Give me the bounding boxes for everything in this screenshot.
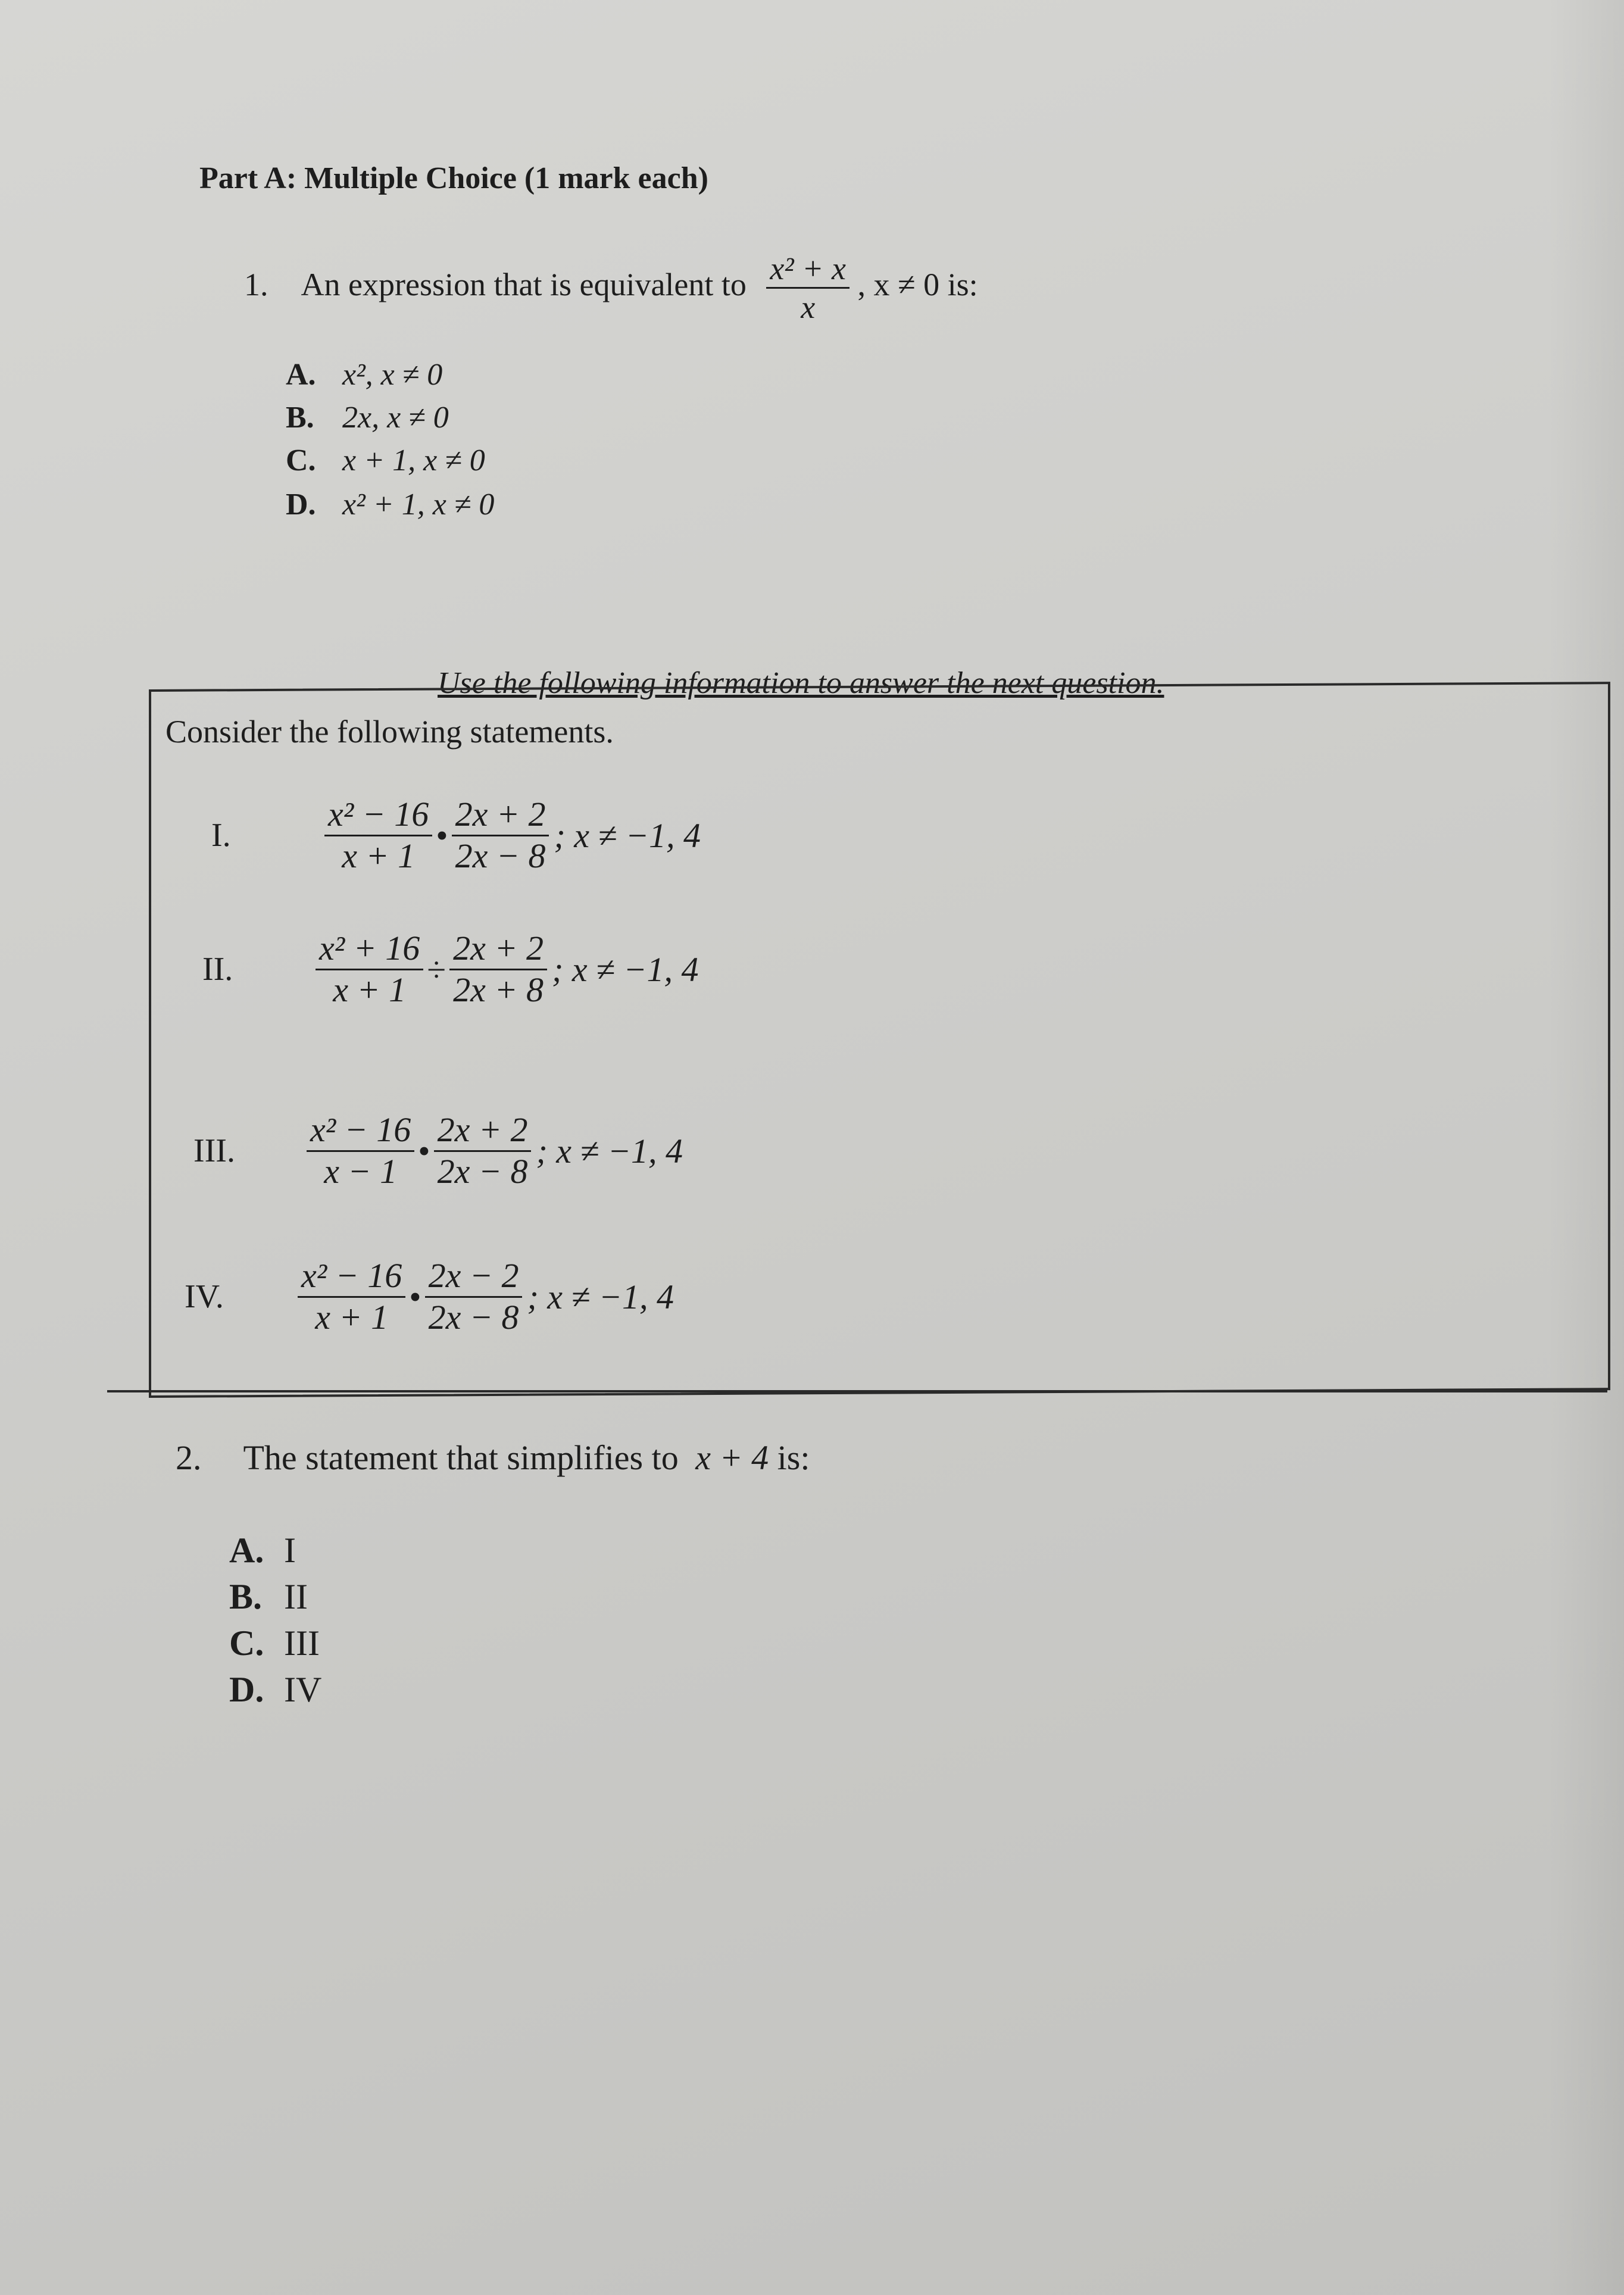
question-1-text: An expression that is equivalent to	[301, 266, 747, 302]
q2-option-a-text: I	[284, 1531, 296, 1570]
statement-i-fraction-1	[324, 795, 432, 876]
statement-iii-numerator-1: x² − 16	[307, 1110, 414, 1152]
statement-iii-numerator-2: 2x + 2	[434, 1110, 532, 1152]
statement-i-numerator-1: x² − 16	[324, 795, 432, 836]
statement-iv-fraction-1	[298, 1256, 405, 1337]
q1-option-a[interactable]	[286, 357, 442, 392]
statement-iv-denominator-2: 2x − 8	[428, 1297, 519, 1337]
statement-i-fraction-2	[452, 795, 549, 876]
statement-ii	[202, 929, 699, 1010]
q2-option-d[interactable]	[229, 1669, 321, 1710]
question-2-tail: is:	[777, 1438, 810, 1477]
statement-iii	[193, 1110, 683, 1191]
q1-option-c-text: x + 1, x ≠ 0	[342, 444, 485, 477]
q1-option-d-text: x² + 1, x ≠ 0	[342, 488, 495, 522]
q1-option-b[interactable]	[286, 400, 449, 435]
statement-iii-roman: III.	[193, 1132, 235, 1170]
section-heading: Part A: Multiple Choice (1 mark each)	[199, 161, 708, 195]
statement-iv-numerator-2: 2x − 2	[425, 1256, 523, 1298]
question-2-expression: x + 4	[695, 1438, 769, 1477]
statement-iii-denominator-2: 2x − 8	[437, 1151, 528, 1191]
question-1-numerator: x² + x	[766, 250, 850, 289]
question-1-denominator: x	[801, 289, 816, 326]
question-1-number: 1.	[244, 266, 268, 302]
statement-i	[211, 795, 701, 876]
q2-option-b-text: II	[284, 1577, 308, 1616]
statement-i-operator: •	[436, 816, 448, 855]
question-1-tail: , x ≠ 0 is:	[857, 266, 978, 302]
q1-option-c-label: C.	[286, 444, 316, 477]
statement-iv-numerator-1: x² − 16	[298, 1256, 405, 1298]
q2-option-a-label: A.	[229, 1531, 264, 1570]
q2-option-d-text: IV	[284, 1670, 322, 1709]
question-2	[176, 1438, 810, 1478]
statement-ii-fraction-1	[316, 929, 423, 1010]
q2-option-c[interactable]	[229, 1623, 320, 1664]
q2-option-c-text: III	[284, 1623, 320, 1663]
q1-option-c[interactable]	[286, 443, 485, 478]
q2-option-a[interactable]	[229, 1530, 296, 1571]
statement-iii-operator: •	[418, 1131, 430, 1170]
info-instruction: Use the following information to answer the next question.	[438, 666, 1164, 700]
statement-ii-numerator-2: 2x + 2	[449, 929, 547, 970]
statement-iii-condition: ; x ≠ −1, 4	[536, 1131, 683, 1170]
statement-iv-condition: ; x ≠ −1, 4	[527, 1277, 674, 1316]
statement-ii-operator: ÷	[427, 950, 446, 989]
q2-option-d-label: D.	[229, 1670, 264, 1709]
statement-iii-denominator-1: x − 1	[324, 1151, 398, 1191]
question-1-fraction	[766, 250, 850, 326]
statement-ii-fraction-2	[449, 929, 547, 1010]
statement-ii-numerator-1: x² + 16	[316, 929, 423, 970]
q2-option-c-label: C.	[229, 1623, 264, 1663]
statement-i-roman: I.	[211, 817, 231, 854]
q2-option-b[interactable]	[229, 1576, 308, 1618]
statement-ii-roman: II.	[202, 951, 233, 988]
statement-ii-denominator-2: 2x + 8	[453, 970, 544, 1009]
question-2-number: 2.	[176, 1438, 202, 1477]
q1-option-b-label: B.	[286, 401, 314, 435]
info-intro: Consider the following statements.	[165, 714, 614, 750]
statement-iv-denominator-1: x + 1	[315, 1297, 389, 1337]
statement-iv	[185, 1256, 674, 1337]
question-2-text: The statement that simplifies to	[243, 1438, 679, 1477]
statement-iii-fraction-2	[434, 1110, 532, 1191]
statement-i-numerator-2: 2x + 2	[452, 795, 549, 836]
statement-ii-denominator-1: x + 1	[333, 970, 407, 1009]
statement-iii-fraction-1	[307, 1110, 414, 1191]
statement-ii-condition: ; x ≠ −1, 4	[552, 950, 699, 989]
statement-i-denominator-2: 2x − 8	[455, 836, 546, 875]
statement-i-condition: ; x ≠ −1, 4	[554, 816, 701, 855]
q1-option-b-text: 2x, x ≠ 0	[342, 401, 449, 435]
statement-iv-operator: •	[409, 1277, 421, 1316]
q1-option-d-label: D.	[286, 488, 316, 522]
q1-option-a-label: A.	[286, 358, 316, 392]
statement-i-denominator-1: x + 1	[342, 836, 416, 875]
question-1	[244, 250, 978, 326]
statement-iv-roman: IV.	[185, 1278, 224, 1316]
q1-option-d[interactable]	[286, 487, 494, 522]
q1-option-a-text: x², x ≠ 0	[342, 358, 443, 392]
statement-iv-fraction-2	[425, 1256, 523, 1337]
q2-option-b-label: B.	[229, 1577, 263, 1616]
info-box-bottom-border	[107, 1390, 1607, 1392]
